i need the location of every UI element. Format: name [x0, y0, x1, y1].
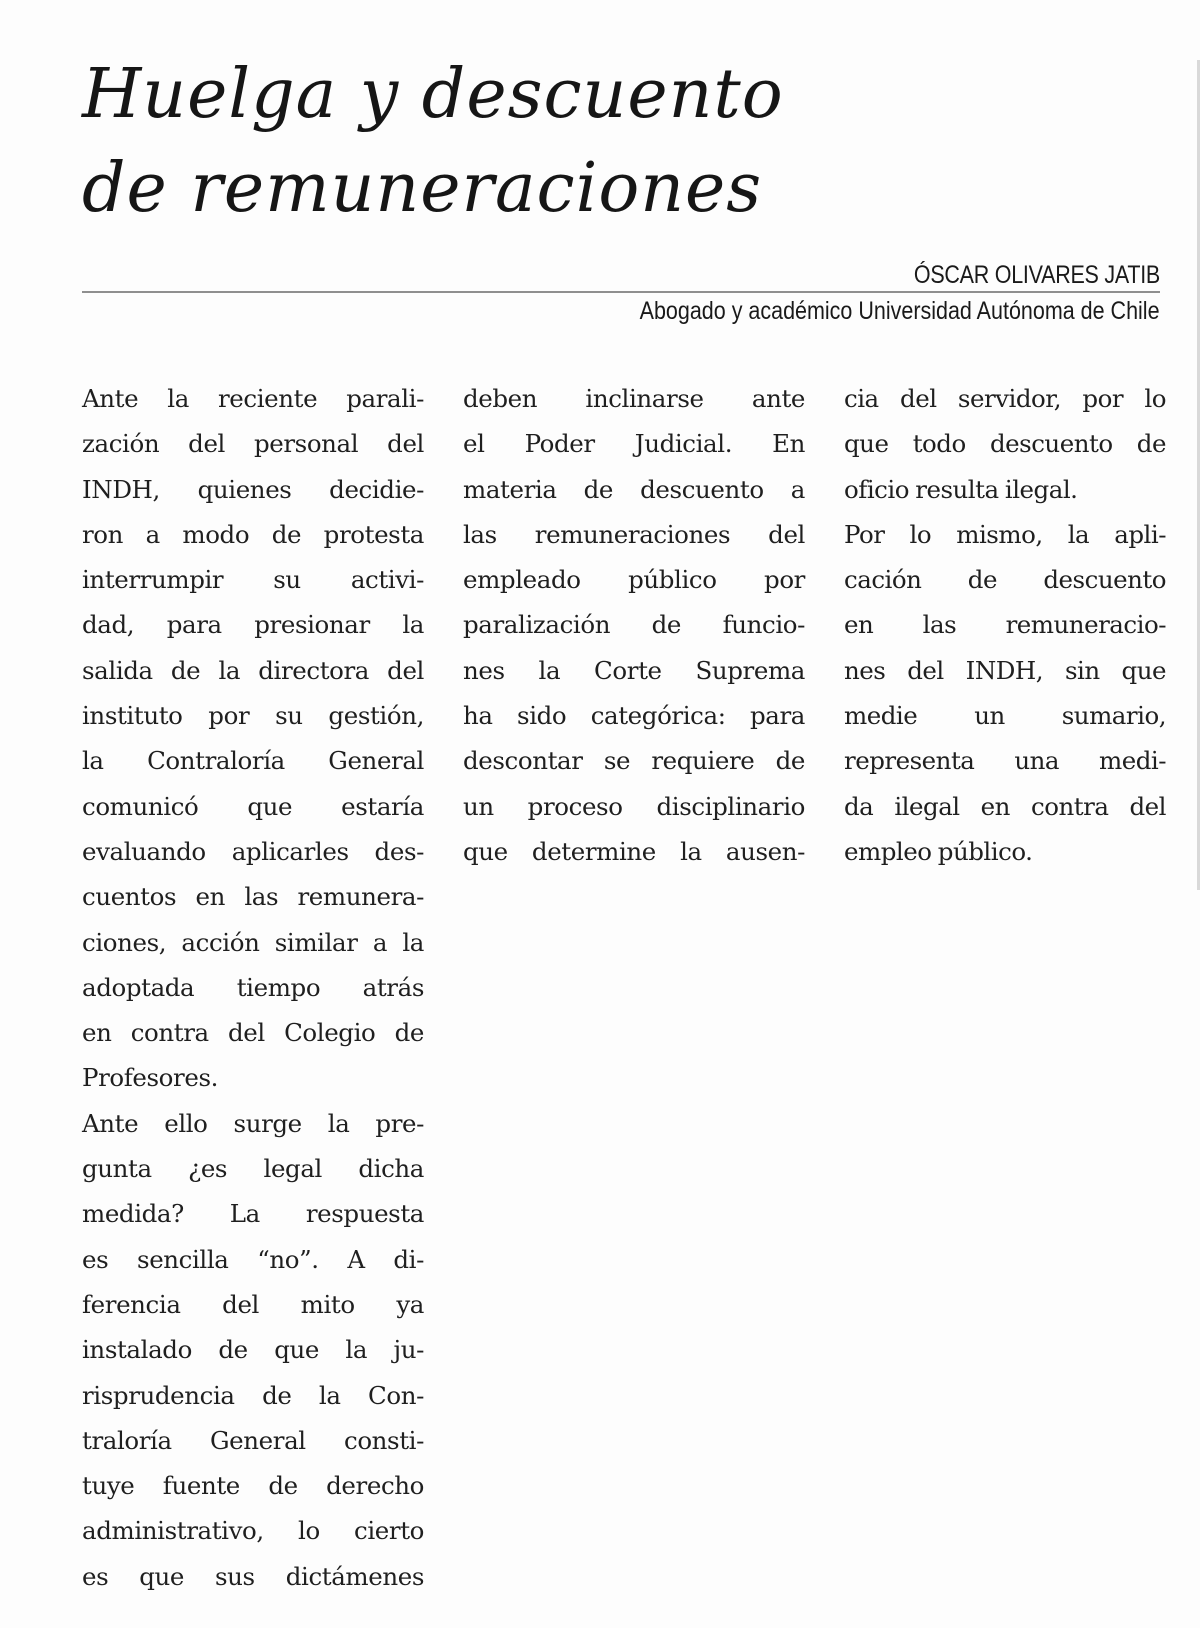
byline — [76, 258, 1160, 292]
text-line: Profesores. — [82, 1063, 219, 1093]
text-line: adoptada tiempo atrás — [82, 972, 424, 1002]
text-line: un proceso disciplinario — [463, 791, 805, 821]
author-name: ÓSCAR OLIVARES JATIB — [913, 261, 1160, 289]
body-column-3 — [844, 376, 1166, 874]
text-line: gunta ¿es legal dicha — [82, 1154, 424, 1184]
text-line: administrativo, lo cierto — [82, 1516, 424, 1546]
author-affiliation: Abogado y académico Universidad Autónoma de Chile — [640, 297, 1160, 325]
text-line: ferencia del mito ya — [82, 1289, 424, 1319]
text-line: oficio resulta ilegal. — [844, 474, 1078, 504]
text-line: deben inclinarse ante — [463, 384, 805, 413]
text-line: evaluando aplicarles des- — [82, 836, 424, 866]
text-line: en las remuneracio- — [844, 610, 1166, 640]
text-line: risprudencia de la Con- — [82, 1380, 424, 1410]
text-line: da ilegal en contra del — [844, 791, 1166, 821]
text-line: nes del INDH, sin que — [844, 655, 1166, 685]
text-line: cación de descuento — [844, 565, 1166, 595]
text-line: el Poder Judicial. En — [463, 429, 805, 459]
text-line: ron a modo de protesta — [82, 519, 424, 549]
text-line: ha sido categórica: para — [463, 701, 805, 731]
text-line: medida? La respuesta — [82, 1199, 424, 1229]
text-line: empleo público. — [844, 836, 1033, 866]
text-line: salida de la directora del — [82, 655, 424, 685]
body-column-2 — [463, 376, 805, 874]
text-line: tuye fuente de derecho — [82, 1471, 424, 1501]
text-line: INDH, quienes decidie- — [82, 474, 424, 504]
text-line: comunicó que estaría — [82, 791, 424, 821]
text-line: que determine la ausen- — [463, 836, 805, 866]
text-line: nes la Corte Suprema — [463, 655, 805, 685]
text-line: que todo descuento de — [844, 429, 1166, 459]
text-line: Ante la reciente parali- — [82, 384, 424, 413]
body-column-1 — [82, 376, 424, 1599]
text-line: instalado de que la ju- — [82, 1335, 424, 1365]
text-line: las remuneraciones del — [463, 519, 805, 549]
text-line: traloría General consti- — [82, 1425, 424, 1455]
text-line: paralización de funcio- — [463, 610, 805, 640]
article-title — [82, 48, 784, 236]
text-line: cuentos en las remunera- — [82, 882, 424, 912]
text-line: la Contraloría General — [82, 746, 424, 776]
text-line: es que sus dictámenes — [82, 1561, 424, 1591]
text-line: instituto por su gestión, — [82, 701, 424, 731]
text-line: Ante ello surge la pre- — [82, 1108, 424, 1138]
text-line: es sencilla “no”. A di- — [82, 1244, 424, 1274]
text-line: empleado público por — [463, 565, 805, 595]
text-line: materia de descuento a — [463, 474, 805, 504]
text-line: ciones, acción similar a la — [82, 927, 424, 957]
text-line: medie un sumario, — [844, 701, 1166, 731]
text-line: cia del servidor, por lo — [844, 384, 1166, 413]
text-line: dad, para presionar la — [82, 610, 424, 640]
text-line: Por lo mismo, la apli- — [844, 519, 1166, 549]
text-line: descontar se requiere de — [463, 746, 805, 776]
text-line: interrumpir su activi- — [82, 565, 424, 595]
article-title-line-2: de remuneraciones — [82, 149, 763, 228]
text-line: zación del personal del — [82, 429, 424, 459]
article-title-line-1: Huelga y descuento — [82, 55, 784, 134]
text-line: representa una medi- — [844, 746, 1166, 776]
text-line: en contra del Colegio de — [82, 1018, 424, 1048]
